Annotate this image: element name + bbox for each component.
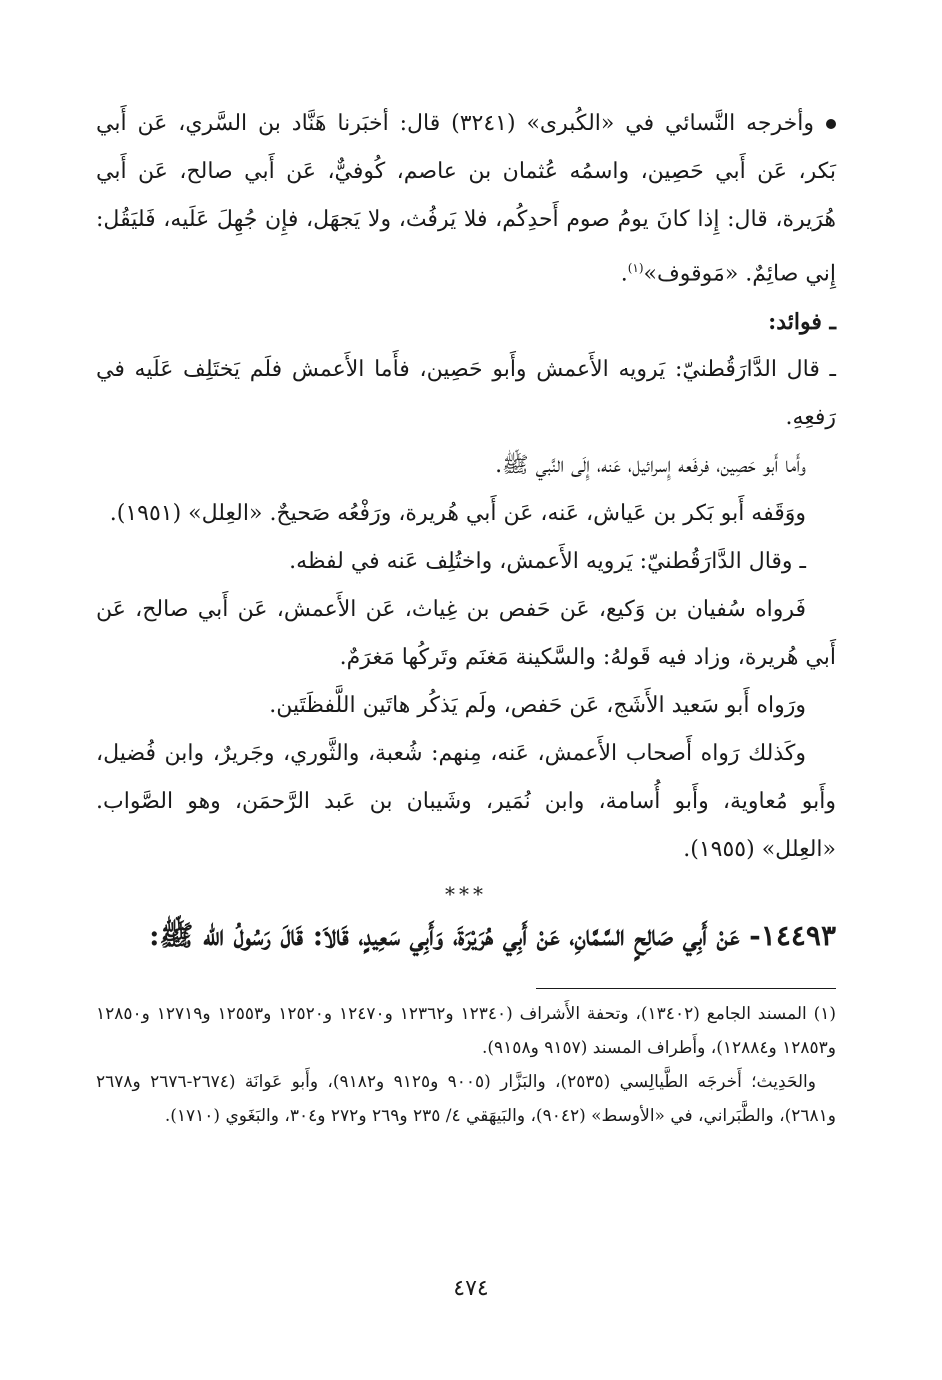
paragraph-abu-said: ورَواه أَبو سَعيد الأَشَج، عَن حَفص، ولَم يَذكُر هاتَين اللَّفظَتَين. [269,693,806,719]
page-number: ٤٧٤ [453,1276,489,1301]
page-body [96,100,836,1133]
footnote-1: (١) المسند الجامع (١٣٤٠٢)، وتحفة الأَشراف (١٢٣٤٠ و١٢٣٦٢ و١٢٤٧٠ و١٢٥٢٠ و١٢٥٥٣ و١٢٧١٩ و١٢٨٥٠ و١٢٨٥٣ و١٢٨٨٤)، وأَطراف المسند (٩١٥٧ و٩١٥٨). [96,1004,837,1059]
paragraph-nasai [96,100,836,298]
hadith-14493: ١٤٤٩٣- عَنْ أَبِي صَالِحٍ السَّمَّانِ، عَنْ أَبِي هُرَيْرَةَ، وَأَبِي سَعِيدٍ، قَالاَ: قَالَ رَسُولُ الله ﷺ: [149,919,836,953]
paragraph-daraqutni-2: ـ وقال الدَّارَقُطنيّ: يَرويه الأَعمش، واختُلِف عَنه في لفظه. [289,549,806,575]
paragraph-abu-hasin: وأَما أَبو حَصِين، فرفَعه إِسرائيل، عَنه، إِلَى النَّبي ﷺ. [495,453,806,479]
fawaid-heading: ـ فوائد: [768,309,836,336]
footnote-separator [536,988,836,989]
footnotes [96,997,836,1133]
paragraph-nasai-text: وأخرجه النَّسائي في «الكُبرى» (٣٢٤١) قال: أخبَرنا هَنَّاد بن السَّري، عَن أَبي بَكر، عَن أَبي حَصِين، واسمُه عُثمان بن عاصم، كُوفيٌّ، عَن أَبي صالح، عَن أَبي هُرَيرة، قال: إِذا كانَ يومُ صوم أَحدِكُم، فلا يَرفُث، ولا يَجهَل، فإِن جُهِلَ عَلَيه، فَليَقُل: إِني صائِمٌ. «مَوقوف» [96,111,836,287]
paragraph-daraqutni-1: ـ قال الدَّارَقُطنيّ: يَرويه الأَعمش وأَبو حَصِين، فأَما الأَعمش فلَم يَختَلِف عَلَيه في رَفعِهِ. [96,357,836,431]
footnote-ref[interactable]: (١) [627,261,644,275]
paragraph-sufyan: فَرواه سُفيان بن وَكيع، عَن حَفص بن غِياث، عَن الأَعمش، عَن أَبي صالح، عَن أَبي هُريرة، وزاد فيه قَولهُ: والسَّكينة مَغنَم وتَركُها مَغرَمٌ. [96,597,836,671]
paragraph-abu-bakr: ووَقَفه أَبو بَكر بن عَياش، عَنه، عَن أَبي هُريرة، ورَفْعُه صَحيحٌ. «العِلل» (١٩٥١). [109,501,806,527]
footnote-hadith-sources: والحَدِيث؛ أَخرجَه الطَّيالِسي (٢٥٣٥)، والبَزَّار (٩٠٠٥ و٩١٢٥ و٩١٨٢)، وأَبو عَوانَة (٢٦٧٤-٢٦٧٦ و٢٦٧٨ و٢٦٨١)، والطَّبَراني، في «الأوسط» (٩٠٤٢)، والبَيهَقي ٤/ ٢٣٥ و٢٦٩ و٢٧٢ و٣٠٤، والبَغَوي (١٧١٠). [96,1072,836,1127]
section-divider-stars: *** [445,882,487,907]
bullet-icon [826,119,836,129]
paragraph-ashab: وكَذلك رَواه أَصحاب الأَعمش، عَنه، مِنهم: شُعبة، والثَّوري، وجَريرٌ، وابن فُضيل، وأَبو مُعاوية، وأَبو أُسامة، وابن نُمَير، وشَيبان بن عَبد الرَّحمَن، وهو الصَّواب. «العِلل» (١٩٥٥). [96,741,836,863]
paragraph-nasai-end: . [620,261,628,287]
